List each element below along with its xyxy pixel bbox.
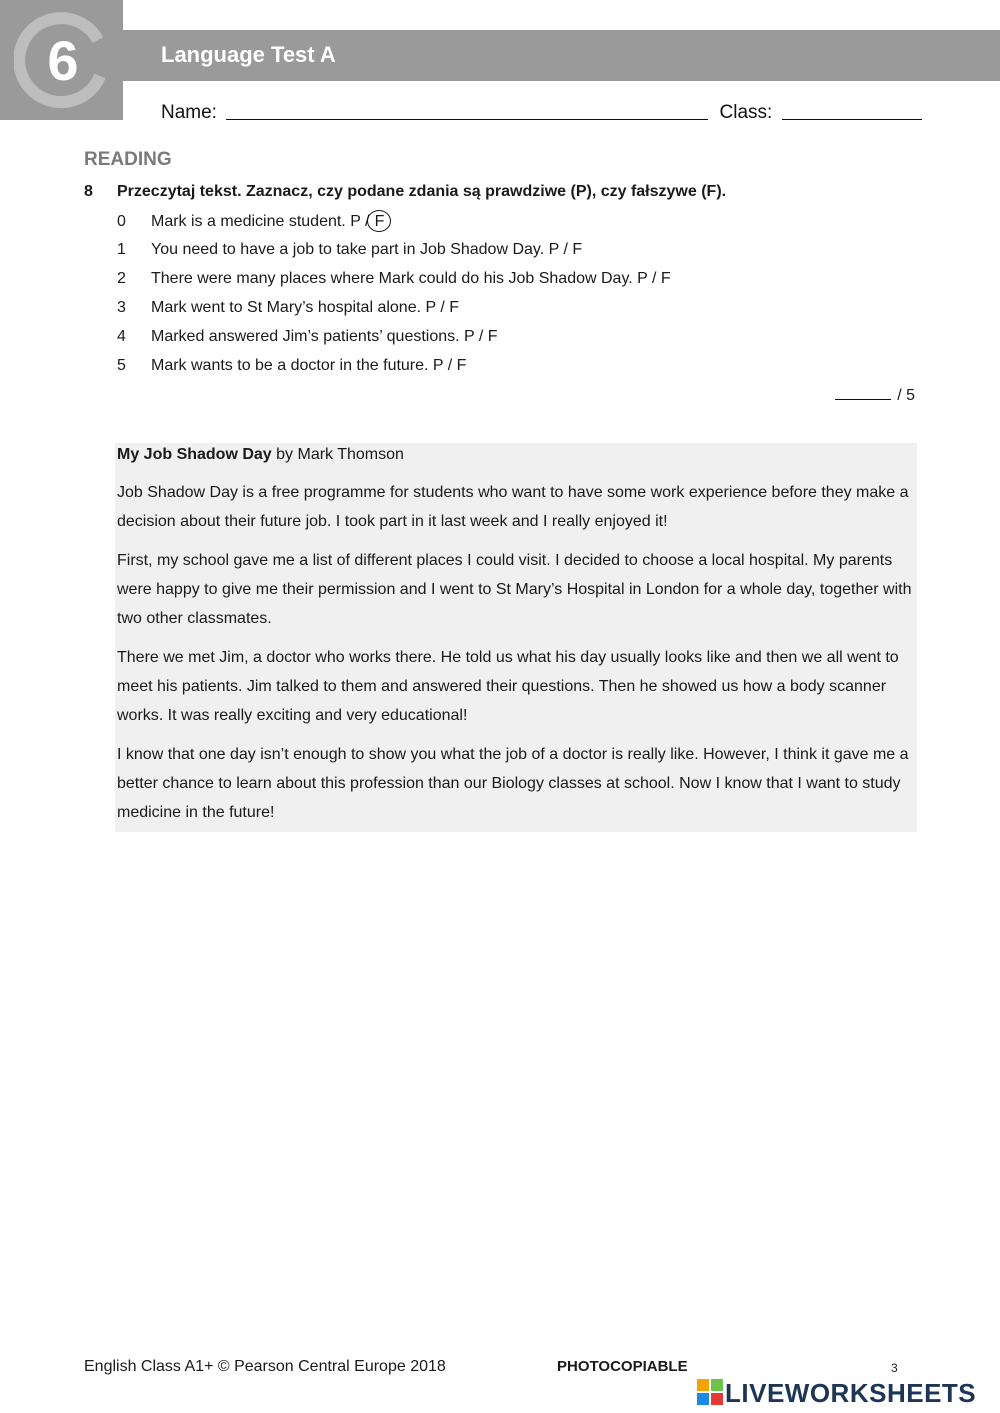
article-paragraph: There we met Jim, a doctor who works there. He told us what his day usually looks like and then we all went to meet his patients. Jim talked to them and answered their questions. Then he showed us how a body scanner works. It was really exciting and very educational! xyxy=(117,649,899,724)
name-label: Name: xyxy=(161,102,217,123)
liveworksheets-wordmark: LIVEWORKSHEETS xyxy=(725,1378,977,1408)
question-text: Mark is a medicine student. P / xyxy=(151,213,370,230)
question-text[interactable]: Mark went to St Mary’s hospital alone. P / F xyxy=(151,299,459,316)
unit-badge xyxy=(0,0,123,120)
footer-copyright: English Class A1+ © Pearson Central Europe 2018 xyxy=(84,1358,446,1375)
header-bar xyxy=(123,30,1000,81)
unit-number: 6 xyxy=(47,29,79,92)
page-number: 3 xyxy=(891,1361,898,1375)
score xyxy=(835,385,915,405)
example-answer-circled: F xyxy=(367,210,391,232)
footer-photocopiable: PHOTOCOPIABLE xyxy=(557,1358,688,1375)
article-paragraph: First, my school gave me a list of different places I could visit. I decided to choose a local hospital. My parents were happy to give me their permission and I went to St Mary’s Hospital in London for a whole day, together with two other classmates. xyxy=(117,552,912,627)
question-number: 3 xyxy=(117,299,126,316)
liveworksheets-logo[interactable] xyxy=(697,1379,976,1407)
question-number: 4 xyxy=(117,328,126,345)
question-item[interactable] xyxy=(117,326,671,355)
liveworksheets-icon xyxy=(697,1379,723,1405)
score-total: / 5 xyxy=(897,387,915,404)
reading-text-box xyxy=(115,443,917,832)
article-heading xyxy=(117,444,404,466)
question-text[interactable]: There were many places where Mark could do his Job Shadow Day. P / F xyxy=(151,270,671,287)
article-paragraph: Job Shadow Day is a free programme for students who want to have some work experience before they make a decision about their future job. I took part in it last week and I really enjoyed it! xyxy=(117,484,909,530)
unit-number-icon xyxy=(14,10,112,110)
question-item[interactable] xyxy=(117,297,671,326)
class-field[interactable] xyxy=(782,101,922,120)
question-item[interactable] xyxy=(117,355,671,384)
question-text[interactable]: Mark wants to be a doctor in the future. P / F xyxy=(151,357,467,374)
article-byline: by Mark Thomson xyxy=(276,446,404,463)
article-paragraph: I know that one day isn’t enough to show you what the job of a doctor is really like. However, I think it gave me a better chance to learn about this profession than our Biology classes at school. Now I know that I want to study medicine in the future! xyxy=(117,746,909,821)
question-text[interactable]: You need to have a job to take part in Job Shadow Day. P / F xyxy=(151,241,583,258)
question-item[interactable] xyxy=(117,268,671,297)
task-number: 8 xyxy=(84,183,93,200)
question-number: 5 xyxy=(117,357,126,374)
page-title: Language Test A xyxy=(161,42,336,67)
name-class-row xyxy=(161,101,922,124)
question-number: 1 xyxy=(117,241,126,258)
question-number: 0 xyxy=(117,213,126,230)
task-text: Przeczytaj tekst. Zaznacz, czy podane zdania są prawdziwe (P), czy fałszywe (F). xyxy=(117,183,727,200)
question-number: 2 xyxy=(117,270,126,287)
section-heading: READING xyxy=(84,149,172,170)
article-body xyxy=(117,478,915,837)
class-label: Class: xyxy=(719,102,773,123)
question-text[interactable]: Marked answered Jim’s patients’ questions. P / F xyxy=(151,328,498,345)
question-list xyxy=(117,210,671,384)
article-title: My Job Shadow Day xyxy=(117,446,272,463)
question-item[interactable] xyxy=(117,239,671,268)
name-field[interactable] xyxy=(226,101,708,120)
task-instruction xyxy=(84,183,726,201)
question-item xyxy=(117,210,671,239)
score-field[interactable] xyxy=(835,385,891,400)
